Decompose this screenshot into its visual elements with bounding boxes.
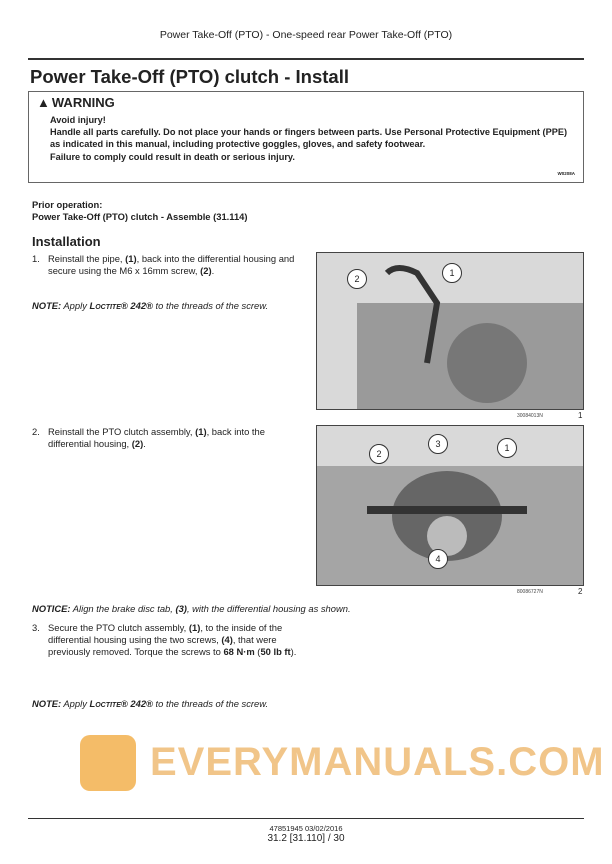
note-text: Apply (61, 698, 90, 709)
step-text: , back into the differential housing and secure using the M6 x 16mm screw, (48, 253, 295, 276)
note-text: to the threads of the screw. (152, 300, 269, 311)
callout-1: 1 (497, 438, 517, 458)
callout-1: 1 (442, 263, 462, 283)
notice-label: NOTICE: (32, 603, 71, 614)
step-text: Reinstall the pipe, (48, 253, 126, 264)
step-3 (32, 622, 304, 658)
step-text: ). (290, 646, 297, 657)
ref: (1) (125, 253, 137, 264)
step-text: . (143, 438, 146, 449)
callout-4: 4 (428, 549, 448, 569)
ref: (1) (188, 622, 201, 633)
ref: (4) (221, 634, 233, 645)
warning-line: Failure to comply could result in death or serious injury. (50, 151, 295, 162)
footer-rule (28, 818, 584, 819)
step-text: ( (254, 646, 261, 657)
warning-code: W0208A (557, 171, 575, 176)
warning-line: Avoid injury! (50, 115, 106, 125)
note-1 (32, 300, 312, 312)
ref: (2) (200, 265, 212, 276)
step-number: 1. (32, 253, 40, 264)
note-text: to the threads of the screw. (152, 698, 269, 709)
brand: Loctite® 242® (89, 300, 153, 311)
prior-operation-link[interactable]: Power Take-Off (PTO) clutch - Assemble (31.114) (32, 211, 248, 222)
notice-text: Align the brake disc tab, (70, 603, 176, 614)
clutch-diagram (317, 426, 584, 586)
figure-number: 2 (578, 587, 583, 596)
watermark: EVERYMANUALS.COM (150, 740, 605, 784)
note-label: NOTE: (32, 698, 62, 709)
notice-text: , with the differential housing as shown. (186, 603, 351, 614)
figure-code: 30084013N (517, 413, 543, 419)
callout-3: 3 (428, 434, 448, 454)
ref: (1) (195, 426, 207, 437)
torque-imperial: 50 lb ft (260, 646, 291, 657)
step-number: 3. (32, 622, 40, 633)
warning-triangle-icon: ▲ (37, 95, 50, 110)
step-text: Secure the PTO clutch assembly, (48, 622, 189, 633)
brand: Loctite® 242® (89, 698, 153, 709)
page-title: Power Take-Off (PTO) clutch - Install (30, 66, 349, 87)
step-text: , that were previously removed. Torque the screws to (48, 634, 277, 657)
figure-code: 80086727N (517, 589, 543, 595)
step-number: 2. (32, 426, 40, 437)
note-2 (32, 698, 312, 710)
step-1 (32, 253, 304, 277)
figure-2-image (316, 425, 584, 586)
step-text: . (211, 265, 215, 276)
callout-2: 2 (369, 444, 389, 464)
step-2 (32, 426, 304, 450)
running-header: Power Take-Off (PTO) - One-speed rear Power Take-Off (PTO) (159, 29, 453, 41)
ref: (3) (175, 603, 187, 614)
callout-2: 2 (347, 269, 367, 289)
notice (32, 603, 512, 615)
note-label: NOTE: (32, 300, 62, 311)
footer-page: 31.2 [31.110] / 30 (267, 833, 345, 844)
footer-doc: 47851945 03/02/2016 (269, 824, 343, 833)
watermark-logo-icon (80, 735, 136, 791)
note-text: Apply (61, 300, 90, 311)
step-text: , back into the differential housing, (48, 426, 265, 449)
warning-line: Handle all parts carefully. Do not place your hands or fingers between parts. Use Personal Protective Equipment (PPE) as indicated in this manual, including protective goggles, gloves, and safety footwear. (50, 127, 568, 150)
figure-number: 1 (578, 411, 583, 420)
figure-1-image (316, 252, 584, 410)
ref: (2) (131, 438, 144, 449)
header-rule (28, 58, 584, 60)
section-heading: Installation (32, 234, 101, 249)
warning-title: WARNING (51, 95, 115, 110)
prior-operation-label: Prior operation: (32, 199, 103, 210)
step-text: Reinstall the PTO clutch assembly, (48, 426, 196, 437)
step-text: , to the inside of the differential housing using the two screws, (48, 622, 283, 645)
warning-box (28, 91, 584, 183)
torque-metric: 68 N·m (223, 646, 255, 657)
